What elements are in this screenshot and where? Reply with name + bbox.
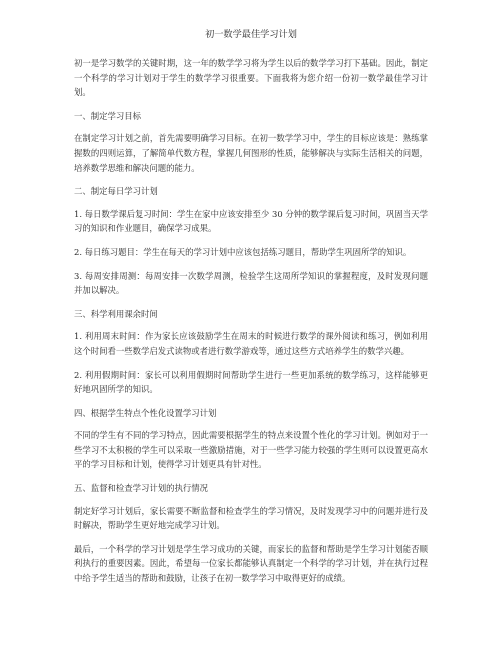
intro-paragraph: 初一是学习数学的关键时期，这一年的数学学习将为学生以后的数学学习打下基础。因此，制定一个科学的学习计划对于学生的数学学习很重要。下面我将为您介绍一份初一数学最佳学习计划。 [74,58,428,98]
conclusion-paragraph: 最后，一个科学的学习计划是学生学习成功的关键，而家长的监督和帮助是学生学习计划能否顺利执行的重要因素。因此，希望每一位家长都能够认真制定一个科学的学习计划，并在执行过程中给予学生适当的帮助和鼓励，让孩子在初一数学学习中取得更好的成绩。 [74,543,428,584]
section-2-item-2: 2. 每日练习题目：学生在每天的学习计划中应该包括练习题目，帮助学生巩固所学的知识。 [74,246,412,257]
section-2-item-3: 3. 每周安排周测：每周安排一次数学周测，检验学生这周所学知识的掌握程度，及时发现问题并加以解决。 [74,270,428,296]
section-2-item-1: 1. 每日数学课后复习时间：学生在家中应该安排至少 30 分钟的数学课后复习时间，巩固当天学习的知识和作业题目，确保学习成果。 [74,208,428,234]
section-2-heading: 二、制定每日学习计划 [74,186,158,197]
section-1-heading: 一、制定学习目标 [74,110,141,121]
section-4-heading: 四、根据学生特点个性化设置学习计划 [74,407,217,418]
section-5-heading: 五、监督和检查学习计划的执行情况 [74,483,208,494]
document-title: 初一数学最佳学习计划 [205,29,297,40]
section-3-heading: 三、科学利用课余时间 [74,308,158,319]
section-5-paragraph: 制定好学习计划后，家长需要不断监督和检查学生的学习情况，及时发现学习中的问题并进行及时解决，帮助学生更好地完成学习计划。 [74,505,428,531]
section-4-paragraph: 不同的学生有不同的学习特点，因此需要根据学生的特点来设置个性化的学习计划。例如对于一些学习不太积极的学生可以采取一些激励措施，对于一些学习能力较强的学生则可以设置更高水平的学习目标和计划，使得学习计划更具有针对性。 [74,430,428,470]
section-3-item-1: 1. 利用周末时间：作为家长应该鼓励学生在周末的时候进行数学的课外阅读和练习，例如利用这个时间看一些数学启发式读物或者进行数学游戏等，通过这些方式培养学生的数学兴趣。 [74,331,428,356]
section-1-paragraph: 在制定学习计划之前，首先需要明确学习目标。在初一数学学习中，学生的目标应该是：熟练掌握数的四则运算，了解简单代数方程，掌握几何图形的性质，能够解决与实际生活相关的问题，培养数学思维和解决问题的能力。 [74,133,428,173]
section-3-item-2: 2. 利用假期时间：家长可以利用假期时间帮助学生进行一些更加系统的数学练习，这样能够更好地巩固所学的知识。 [74,369,428,395]
